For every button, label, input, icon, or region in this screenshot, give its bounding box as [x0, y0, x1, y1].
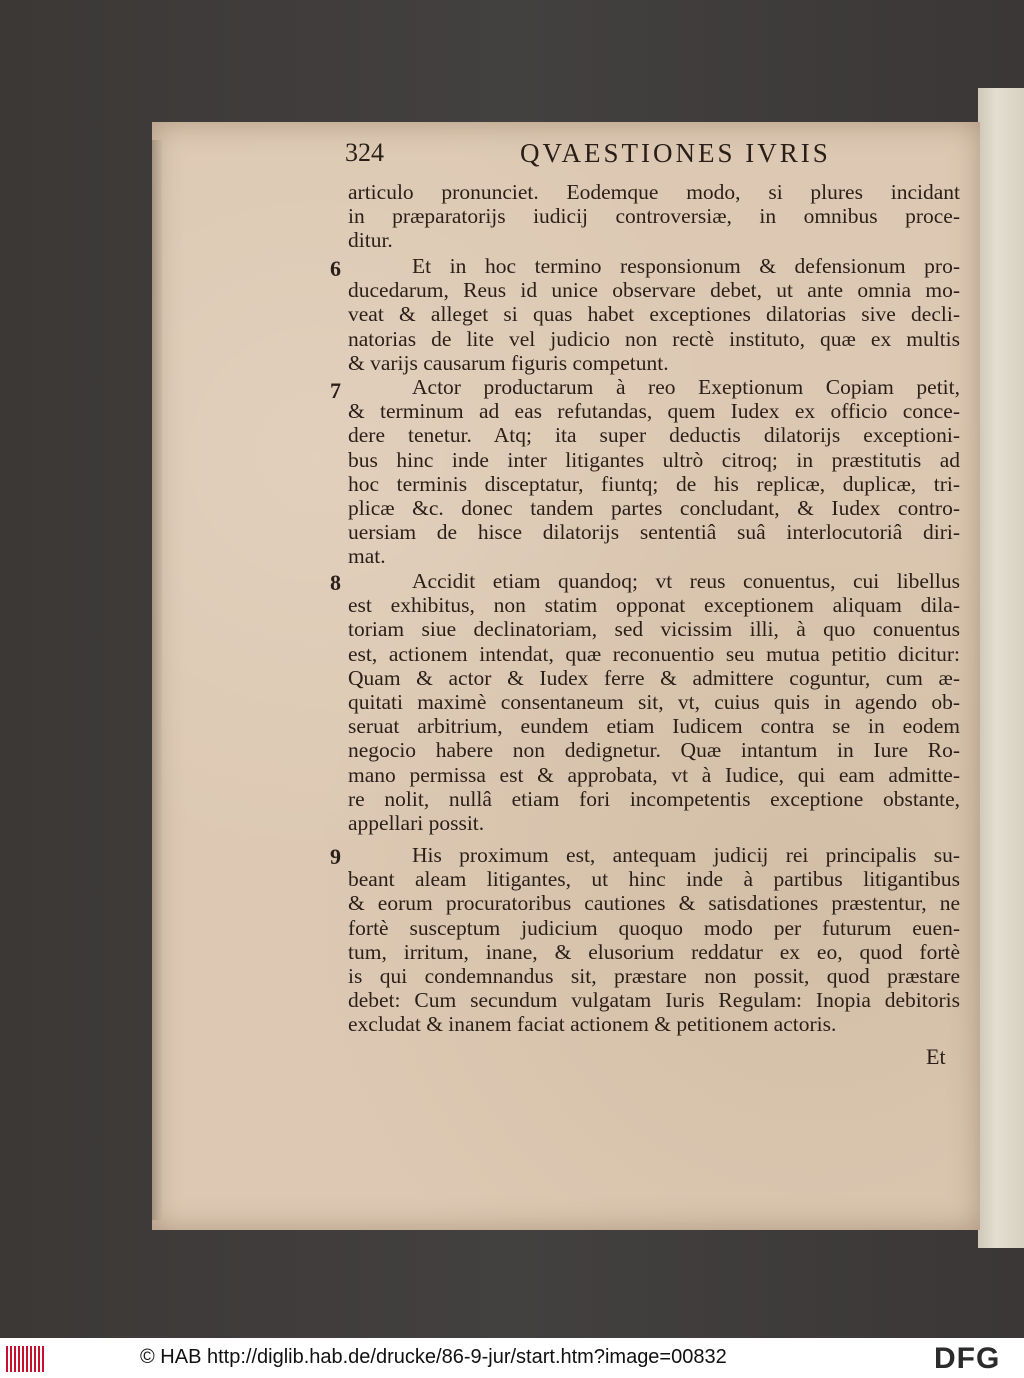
next-page-edge: [978, 88, 1024, 1248]
marginal-number: 6: [330, 256, 341, 281]
page-number: 324: [345, 138, 384, 167]
text-line: mat.: [348, 544, 386, 569]
paragraph-3: [348, 375, 960, 569]
text-line: Et in hoc termino responsionum & defensionum pro-: [412, 254, 960, 278]
dfg-logo: DFG: [934, 1342, 1001, 1375]
text-line: est, actionem intendat, quæ reconuentio seu mutua petitio dicitur:: [348, 641, 960, 666]
text-line: plicæ &c. donec tandem partes concludant, & Iudex contro-: [348, 495, 960, 520]
paragraph-1: [348, 180, 960, 253]
text-line: fortè susceptum judicium quoquo modo per futurum euen-: [348, 915, 960, 940]
text-line: ducedarum, Reus id unice observare debet, ut ante omnia mo-: [348, 278, 960, 303]
text-line: veat & alleget si quas habet exceptiones dilatorias sive decli-: [348, 302, 960, 327]
marginal-number: 9: [330, 844, 341, 869]
text-line: dere tenetur. Atq; ita super deductis dilatorijs exceptioni-: [348, 423, 960, 448]
hab-barcode-logo: [6, 1346, 48, 1372]
text-line: Quam & actor & Iudex ferre & admittere coguntur, cum æ-: [348, 665, 960, 690]
footer-copyright-link[interactable]: © HAB http://diglib.hab.de/drucke/86-9-jur/start.htm?image=00832: [140, 1346, 727, 1368]
text-line: & eorum procuratoribus cautiones & satisdationes præstentur, ne: [348, 891, 960, 916]
text-line: & terminum ad eas refutandas, quem Iudex ex officio conce-: [348, 399, 960, 424]
text-line: natorias de lite vel judicio non rectè instituto, quæ ex multis: [348, 326, 960, 351]
catchword: Et: [926, 1044, 946, 1069]
running-title: QVAESTIONES IVRIS: [520, 138, 831, 168]
text-line: His proximum est, antequam judicij rei principalis su-: [412, 843, 960, 867]
text-line: hoc terminis disceptatur, fiuntq; de his replicæ, duplicæ, tri-: [348, 471, 960, 496]
paragraph-5: [348, 843, 960, 1037]
text-line: is qui condemnandus sit, præstare non possit, quod præstare: [348, 963, 960, 988]
text-line: bus hinc inde inter litigantes ultrò citroq; in præstitutis ad: [348, 447, 960, 472]
text-line: re nolit, nullâ etiam fori incompetentis exceptione obstante,: [348, 786, 960, 811]
text-line: quitati maximè consentaneum sit, vt, cuius quis in agendo ob-: [348, 689, 960, 714]
text-line: excludat & inanem faciat actionem & petitionem actoris.: [348, 1012, 837, 1037]
text-line: in præparatorijs iudicij controversiæ, in omnibus proce-: [348, 204, 960, 229]
text-line: seruat arbitrium, eundem etiam Iudicem contra se in eodem: [348, 714, 960, 739]
text-line: negocio habere non dedignetur. Quæ intantum in Iure Ro-: [348, 738, 960, 763]
text-line: debet: Cum secundum vulgatam Iuris Regulam: Inopia debitoris: [348, 988, 960, 1013]
text-line: articulo pronunciet. Eodemque modo, si plures incidant: [348, 180, 960, 204]
text-line: mano permissa est & approbata, vt à Iudice, qui eam admitte-: [348, 762, 960, 787]
marginal-number: 7: [330, 378, 341, 403]
text-line: Accidit etiam quandoq; vt reus conuentus, cui libellus: [412, 569, 960, 593]
text-line: Actor productarum à reo Exeptionum Copiam petit,: [412, 375, 960, 399]
paragraph-2: [348, 254, 960, 375]
marginal-number: 8: [330, 570, 341, 595]
text-line: tum, irritum, inane, & elusorium reddatur ex eo, quod fortè: [348, 939, 960, 964]
text-line: appellari possit.: [348, 810, 485, 835]
text-line: toriam siue declinatoriam, sed vicissim illi, à quo conuentus: [348, 617, 960, 642]
text-line: beant aleam litigantes, ut hinc inde à partibus litigantibus: [348, 867, 960, 892]
paragraph-4: [348, 569, 960, 835]
text-line: uersiam de hisce dilatorijs sententiâ suâ interlocutoriâ diri-: [348, 520, 960, 545]
text-line: & varijs causarum figuris competunt.: [348, 350, 669, 375]
page-edge: [152, 140, 162, 1220]
text-line: ditur.: [348, 228, 393, 253]
text-line: est exhibitus, non statim opponat exceptionem aliquam dila-: [348, 593, 960, 618]
